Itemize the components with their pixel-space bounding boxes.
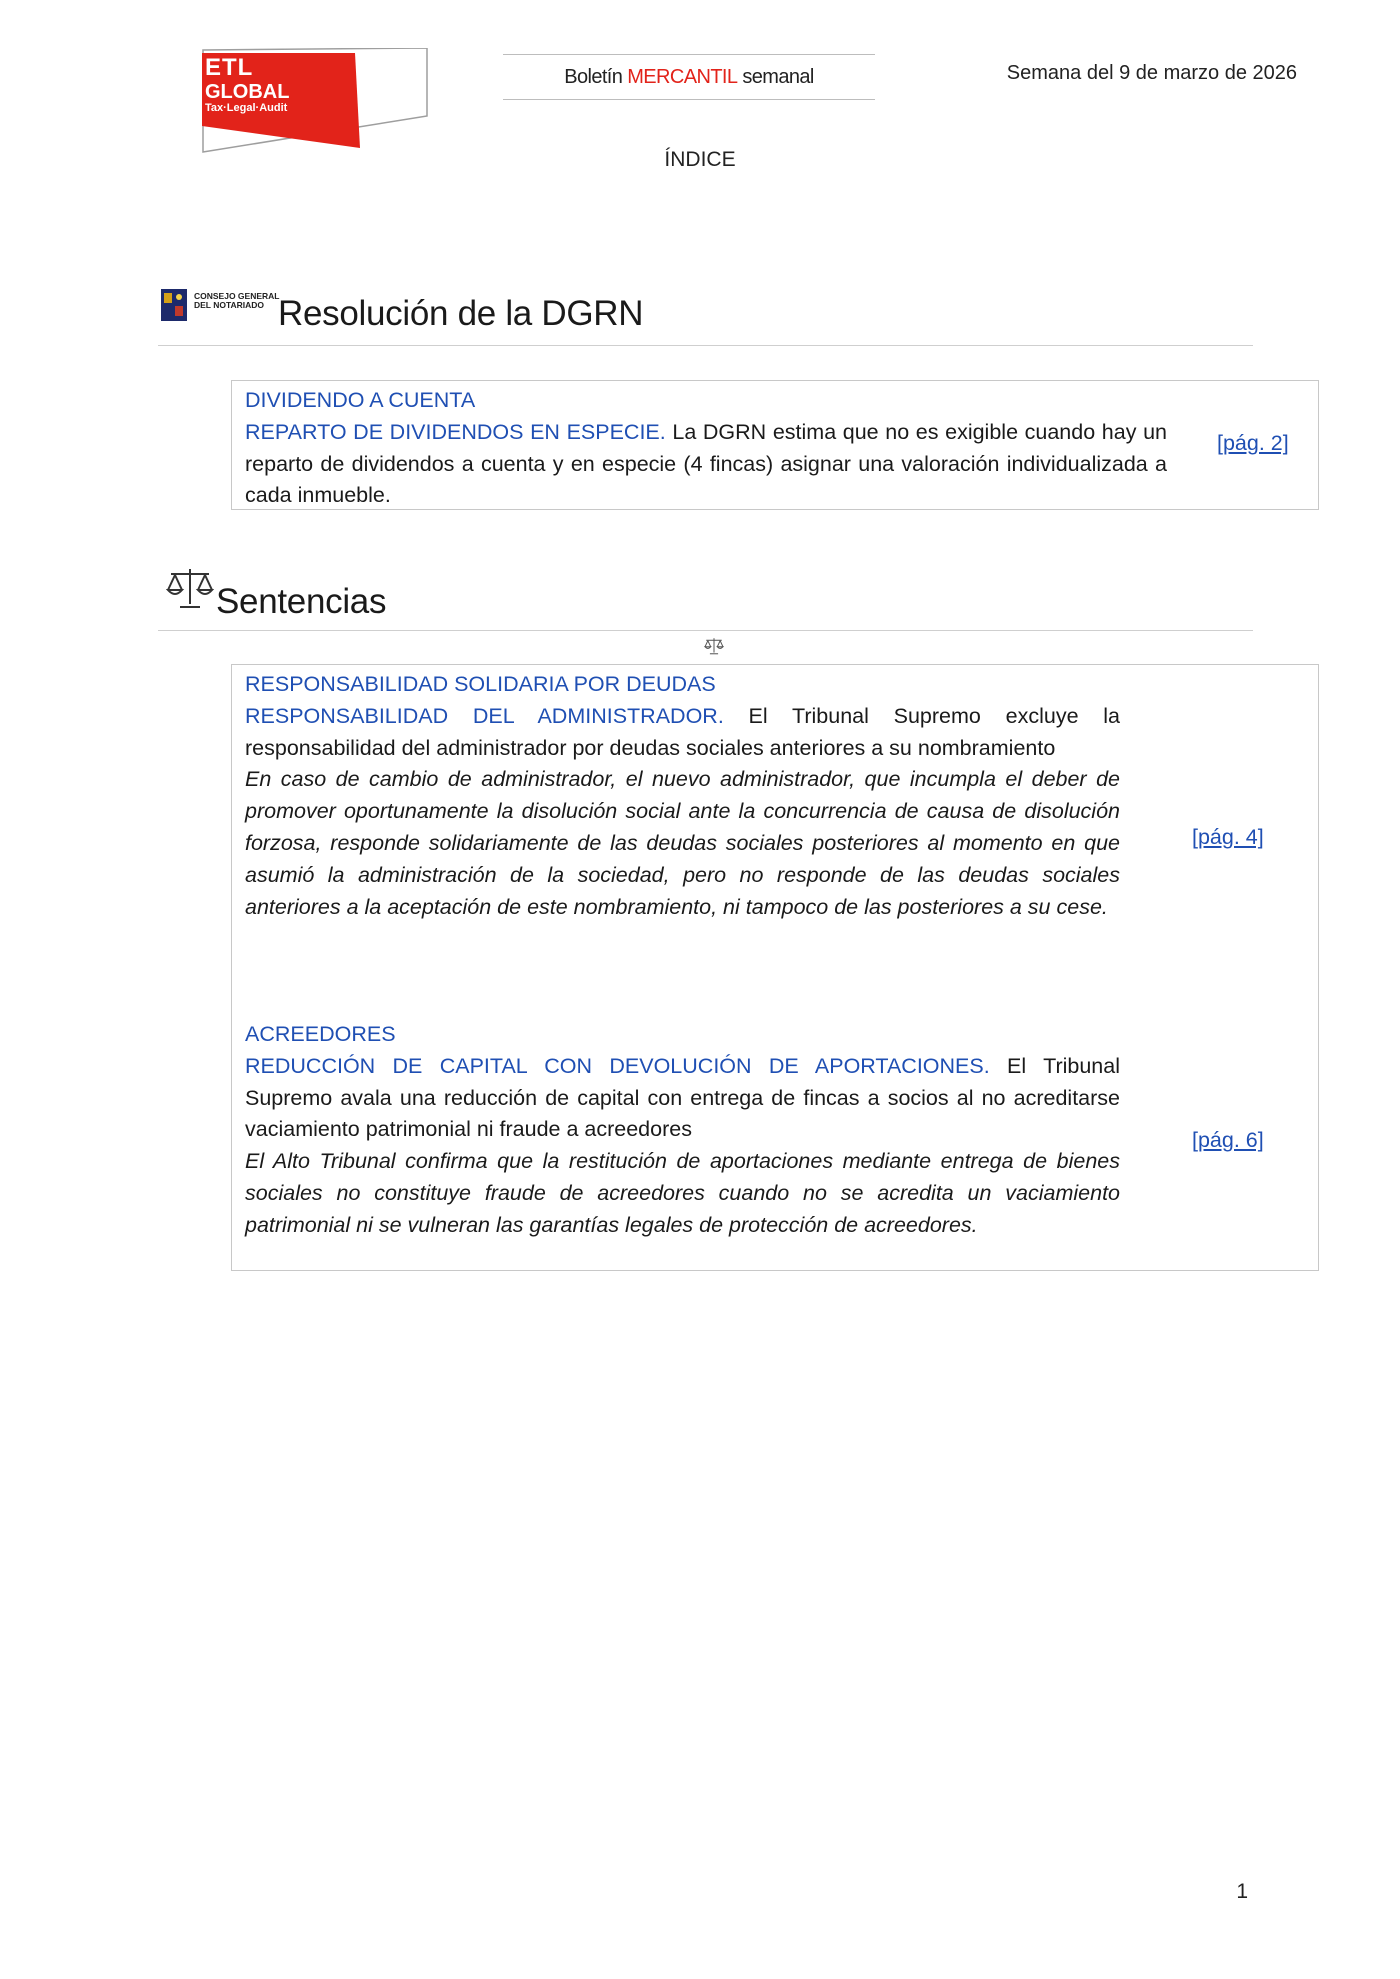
entry-headline: REPARTO DE DIVIDENDOS EN ESPECIE.	[245, 419, 666, 444]
bulletin-title	[503, 54, 875, 100]
section-title-dgrn: Resolución de la DGRN	[278, 294, 644, 333]
page-ref-link[interactable]: [pág. 2]	[1217, 431, 1289, 455]
week-date: Semana del 9 de marzo de 2026	[1006, 62, 1297, 84]
section-title-sentencias: Sentencias	[216, 582, 387, 621]
notary-logo	[158, 280, 278, 336]
entry-category: ACREEDORES	[245, 1022, 396, 1046]
logo-tagline: Tax·Legal·Audit	[205, 102, 288, 114]
entry-category: DIVIDENDO A CUENTA	[245, 388, 476, 412]
dgrn-entry-box	[231, 380, 1319, 510]
bulletin-prefix: Boletín	[564, 65, 628, 88]
bulletin-highlight: MERCANTIL	[627, 65, 738, 88]
entry-headline: RESPONSABILIDAD DEL ADMINISTRADOR.	[245, 703, 724, 728]
notary-line-1: CONSEJO GENERAL	[194, 291, 280, 301]
logo-wordmark	[205, 56, 289, 114]
entry-summary: La DGRN estima que no es exigible cuando hay un reparto de dividendos a cuenta y en especie (4 fincas) asignar una valoración individualizada a cada inmueble.	[245, 419, 1167, 508]
entry-detail: En caso de cambio de administrador, el nuevo administrador, que incumpla el deber de promover oportunamente la disolución social ante la concurrencia de causa de disolución forzosa, responde solidariamente de las deudas sociales posteriores al momento en que asumió la administración de la sociedad, pero no responde de las deudas sociales anteriores a la aceptación de este nombramiento, ni tampoco de las posteriores a su cese.	[245, 767, 1120, 919]
section-divider-dgrn	[158, 345, 1253, 346]
logo-global-text: GLOBAL	[205, 81, 290, 103]
logo-etl-text: ETL	[205, 54, 254, 81]
sentencia-entry-2	[245, 1019, 1120, 1242]
page-ref-link[interactable]: [pág. 4]	[1192, 825, 1264, 849]
scales-icon	[166, 566, 214, 610]
entry-summary: El Tribunal Supremo avala una reducción de capital con entrega de fincas a socios al no acreditarse vaciamiento patrimonial ni fraude a acreedores	[245, 1053, 1120, 1142]
entry-category: RESPONSABILIDAD SOLIDARIA POR DEUDAS	[245, 672, 716, 696]
sentencias-entry-box	[231, 664, 1319, 1271]
notary-emblem-icon	[160, 288, 188, 322]
notary-line-2: DEL NOTARIADO	[194, 300, 265, 310]
bulletin-suffix: semanal	[737, 65, 814, 88]
notary-logo-text	[194, 292, 280, 310]
entry-headline: REDUCCIÓN DE CAPITAL CON DEVOLUCIÓN DE APORTACIONES.	[245, 1053, 990, 1078]
dgrn-entry	[245, 385, 1167, 512]
small-scales-icon	[703, 637, 725, 655]
sentencia-entry-1	[245, 669, 1120, 923]
page-number: 1	[1236, 1880, 1248, 1903]
page-ref-link[interactable]: [pág. 6]	[1192, 1128, 1264, 1152]
index-title: ÍNDICE	[664, 148, 736, 171]
section-divider-sentencias	[158, 630, 1253, 631]
entry-summary: El Tribunal Supremo excluye la responsabilidad del administrador por deudas sociales anteriores a su nombramiento	[245, 703, 1121, 760]
entry-detail: El Alto Tribunal confirma que la restitución de aportaciones mediante entrega de bienes sociales no constituye fraude de acreedores cuando no se acredita un vaciamiento patrimonial ni se vulneran las garantías legales de protección de acreedores.	[245, 1149, 1120, 1237]
